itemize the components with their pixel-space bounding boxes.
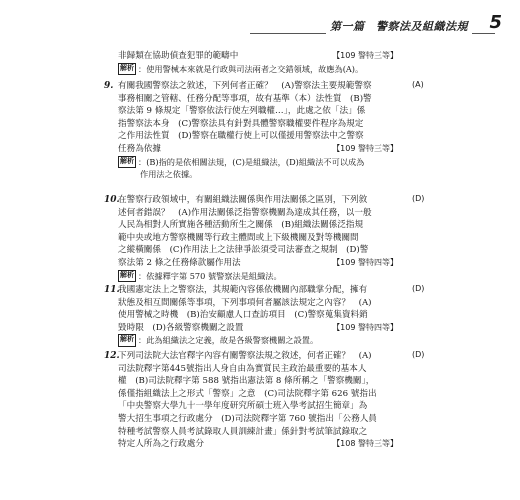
question-line: 指警察法本身 (C)警察法具有針對具體警察職權要件程序為規定 [118,118,364,129]
intro-explanation [118,63,398,76]
question-line: 警大招生事項之行政處分 (D)司法院釋字第 760 號指出「公務人員 [118,413,377,424]
explanation-tag: 解析 [118,270,136,283]
explanation-tag: 解析 [118,63,136,76]
question-line: 事務相關之管轄、任務分配等事項，故有基準（本）法性質 (B)警 [118,93,372,104]
page-number: 5 [489,12,502,33]
question-12 [104,350,398,451]
question-text: 特定人所為之行政處分 [118,439,204,450]
question-line-last [118,322,398,335]
question-text: 毀時限 (D)各級警察機關之設置 [118,322,244,333]
question-explanation-cont: 作用法之依據。 [140,169,198,180]
question-line: 使用警械之時機 (B)治安顧慮人口查訪項目 (C)警察蒐集資料銷 [118,310,368,321]
question-source: 【109 警特四等】 [332,322,398,332]
question-explanation [118,270,398,283]
question-number: 10. [104,195,120,205]
answer-q9: (A) [412,80,424,89]
question-explanation [118,334,398,347]
question-number: 12. [104,351,120,361]
explanation-text: ：(B)指的是依相關法規，(C)是組織法，(D)組織法不可以成為 [138,156,365,167]
question-line: 「中央警察大學九十一學年度研究所碩士班入學考試招生簡章」為 [118,401,368,412]
question-line: 司法院釋字第445號指出人身自由為實質民主政治最重要的基本人 [118,363,367,374]
intro-block [118,50,398,75]
question-11 [104,284,398,347]
question-line: 範中央或地方警察機關等行政主體間或上下級機關及對等機關間 [118,232,359,243]
intro-source: 【109 警特三等】 [332,51,398,60]
question-line-last [118,257,398,270]
question-number: 9. [104,81,114,91]
question-line: 狀態及相互間關係等事項，下列事項何者屬該法規定之內容？ (A) [118,297,372,308]
question-line: 之縱橫關係 (C)作用法上之法律爭訟須受司法審查之規制 (D)警 [118,245,369,256]
answer-q11: (D) [412,284,425,293]
question-number: 11. [104,285,120,295]
question-line: 下列司法院大法官釋字內容有關警察法規之敘述，何者正確？ (A) [118,351,372,361]
intro-line [118,50,398,63]
question-line: 述何者錯誤？ (A)作用法關係泛指警察機關為達成其任務，以一般 [118,207,372,218]
page-header [0,14,520,44]
question-source: 【109 警特三等】 [332,143,398,153]
explanation-tag: 解析 [118,334,136,347]
question-line: 特種考試警察人員考試錄取人員訓練計畫」係針對考試筆試錄取之 [118,426,368,437]
question-line: 察法第 9 條規定「警察依法行使左列職權…」，此處之依「法」係 [118,106,366,117]
intro-text: 非歸類在協助偵查犯罪的範疇中 [118,51,239,61]
question-line: 之作用法性質 (D)警察在職權行使上可以僅援用警察法中之警察 [118,131,364,142]
question-10 [104,194,398,282]
explanation-text: ：使用警械本來就是行政與司法兩者之交錯領域，故應為(A)。 [138,63,364,74]
question-source: 【109 警特四等】 [332,257,398,267]
question-text: 任務為依據 [118,143,161,154]
question-line: 權 (B)司法院釋字第 588 號指出憲法第 8 條所稱之「警察機關」， [118,376,375,387]
question-line: 係僅指組織法上之形式「警察」之意 (C)司法院釋字第 626 號指出 [118,388,377,399]
question-9 [104,80,398,181]
question-line-last [118,438,398,451]
question-line-last [118,143,398,156]
question-explanation [118,156,398,169]
question-source: 【108 警特三等】 [332,439,398,449]
answer-q12: (D) [412,350,425,359]
explanation-text: ：此為組織法之定義，故是各級警察機關之設置。 [138,335,319,346]
question-line: 有關我國警察法之敘述，下列何者正確？ (A)警察法主要規範警察 [118,81,372,91]
chapter-title: 第一篇 警察法及組織法規 [326,18,472,34]
question-text: 察法第 2 條之任務條款屬作用法 [118,257,241,268]
answer-q10: (D) [412,194,425,203]
question-line: 我國憲定法上之警察法，其規範內容係依機關內部職掌分配，擁有 [118,285,368,295]
explanation-text: ：依據釋字第 570 號警察法是組織法。 [138,270,282,281]
question-line: 在警察行政領域中，有關組織法關係與作用法關係之區別，下列敘 [118,195,368,205]
explanation-tag: 解析 [118,156,136,169]
question-line: 人民為相對人所實施各種活動所生之關係 (B)組織法關係泛指規 [118,220,364,231]
